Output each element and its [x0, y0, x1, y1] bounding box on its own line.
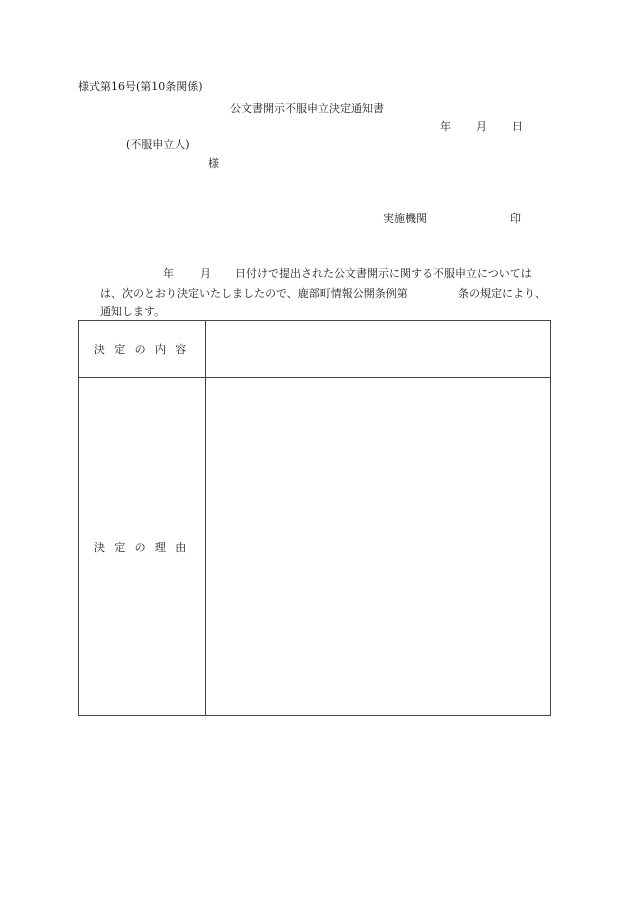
seal-mark: 印: [510, 212, 521, 225]
decision-content-label: 決定の内容: [93, 343, 196, 356]
implementing-agency-label: 実施機関: [383, 212, 427, 225]
body-month-label: 月: [200, 267, 211, 280]
body-line-2-text-a: は、次のとおり決定いたしましたので、鹿部町情報公開条例第: [100, 287, 408, 300]
honorific-sama: 様: [208, 157, 219, 170]
decision-reason-label: 決定の理由: [93, 540, 196, 554]
body-line-2-text-b: 条の規定により、: [458, 287, 546, 300]
date-month-label: 月: [476, 120, 487, 133]
body-year-label: 年: [163, 267, 174, 280]
decision-content-row: [79, 321, 550, 378]
decision-content-field[interactable]: [206, 321, 550, 377]
body-line-1-text: 日付けで提出された公文書開示に関する不服申立については: [235, 267, 532, 280]
decision-reason-field[interactable]: [206, 378, 550, 715]
date-day-label: 日: [512, 120, 523, 133]
decision-reason-row: [79, 378, 550, 715]
decision-table: [78, 320, 551, 716]
document-title: 公文書開示不服申立決定通知書: [230, 102, 384, 115]
body-paragraph-line-3: 通知します。: [100, 305, 166, 318]
form-number: 様式第16号(第10条関係): [78, 80, 203, 93]
date-year-label: 年: [440, 120, 451, 133]
appellant-label: (不服申立人): [126, 138, 190, 151]
